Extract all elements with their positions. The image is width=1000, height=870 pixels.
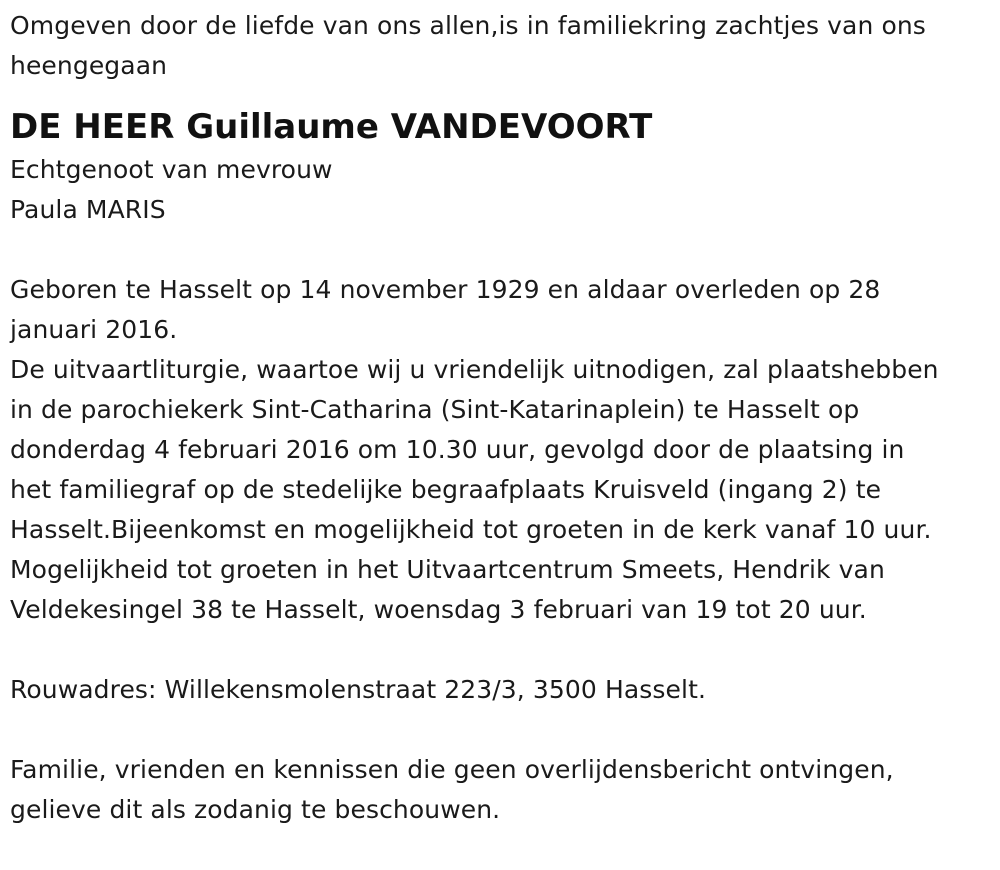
mourning-address: Rouwadres: Willekensmolenstraat 223/3, 3500 Hasselt.: [10, 675, 707, 704]
spouse-text: [10, 150, 995, 230]
details-line: januari 2016.: [10, 315, 178, 344]
details-line: donderdag 4 februari 2016 om 10.30 uur, gevolgd door de plaatsing in: [10, 435, 905, 464]
details-line: De uitvaartliturgie, waartoe wij u vriendelijk uitnodigen, zal plaatshebben: [10, 355, 939, 384]
details-line: het familiegraf op de stedelijke begraafplaats Kruisveld (ingang 2) te: [10, 475, 882, 504]
details-line: Geboren te Hasselt op 14 november 1929 en aldaar overleden op 28: [10, 275, 881, 304]
details-line: in de parochiekerk Sint-Catharina (Sint-Katarinaplein) te Hasselt op: [10, 395, 860, 424]
spacer: [10, 630, 995, 670]
intro-line: Omgeven door de liefde van ons allen,is in familiekring zachtjes van ons: [10, 11, 926, 40]
closing-text: [10, 750, 995, 830]
details-line: Hasselt.Bijeenkomst en mogelijkheid tot groeten in de kerk vanaf 10 uur.: [10, 515, 932, 544]
closing-line: gelieve dit als zodanig te beschouwen.: [10, 795, 501, 824]
deceased-name: DE HEER Guillaume VANDEVOORT: [10, 107, 653, 147]
closing-line: Familie, vrienden en kennissen die geen overlijdensbericht ontvingen,: [10, 755, 894, 784]
funeral-details: [10, 270, 995, 630]
intro-text: [10, 6, 995, 86]
spouse-line: Echtgenoot van mevrouw: [10, 155, 333, 184]
spacer: [10, 230, 995, 270]
obituary-notice: [10, 6, 995, 830]
details-line: Veldekesingel 38 te Hasselt, woensdag 3 februari van 19 tot 20 uur.: [10, 595, 867, 624]
details-line: Mogelijkheid tot groeten in het Uitvaartcentrum Smeets, Hendrik van: [10, 555, 885, 584]
spacer: [10, 710, 995, 750]
intro-line: heengegaan: [10, 51, 168, 80]
spouse-line: Paula MARIS: [10, 195, 166, 224]
